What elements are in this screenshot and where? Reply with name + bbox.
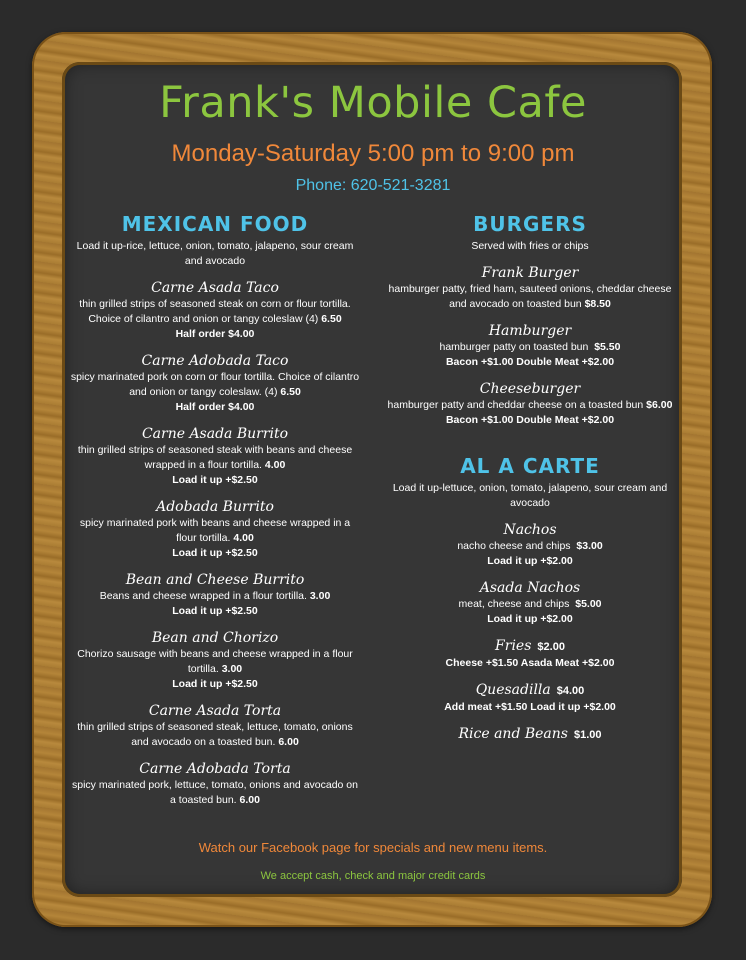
item-price: $1.00: [573, 729, 602, 741]
menu-item: [382, 521, 678, 569]
al-a-carte-section: [382, 454, 678, 744]
payment-note: We accept cash, check and major credit cards: [260, 870, 486, 882]
item-price: 6.50: [280, 386, 301, 398]
menu-item: [70, 629, 360, 692]
menu-item: [382, 637, 678, 671]
item-description: thin grilled strips of seasoned steak with beans and cheese wrapped in a flour tortilla. 4.00: [77, 444, 353, 471]
item-description: Chorizo sausage with beans and cheese wrapped in a flour tortilla. 3.00: [77, 648, 353, 675]
menu-item: [382, 579, 678, 627]
item-price: $2.00: [537, 641, 565, 653]
item-description: hamburger patty on toasted bun $5.50: [439, 341, 621, 353]
menu-item: [382, 322, 678, 370]
item-price: 6.50: [321, 313, 342, 325]
item-price: $6.00: [646, 399, 673, 411]
item-name: Frank Burger: [481, 265, 579, 281]
item-price: 6.00: [278, 736, 299, 748]
item-name: Carne Asada Burrito: [141, 426, 289, 442]
section-description: Load it up-rice, lettuce, onion, tomato, jalapeno, sour cream and avocado: [76, 240, 354, 267]
item-description: thin grilled strips of seasoned steak, lettuce, tomato, onions and avocado on a toasted bun. 6.00: [77, 721, 353, 748]
item-name: Rice and Beans $1.00: [458, 726, 602, 742]
phone-text: Phone: 620-521-3281: [295, 177, 451, 194]
item-price: 4.00: [233, 532, 254, 544]
menu-item: [70, 279, 360, 342]
item-price: $5.00: [575, 598, 602, 610]
item-extra: Cheese +$1.50 Asada Meat +$2.00: [445, 657, 615, 669]
item-extra: Load it up +$2.00: [487, 613, 573, 625]
menu-item: [382, 681, 678, 715]
item-price: $4.00: [556, 685, 585, 697]
item-extra: Half order $4.00: [175, 401, 255, 413]
item-name: Carne Asada Torta: [148, 703, 282, 719]
hours-text: Monday-Saturday 5:00 pm to 9:00 pm: [171, 140, 575, 167]
item-price: 3.00: [221, 663, 243, 675]
item-extra: Load it up +$2.50: [172, 547, 258, 559]
item-name: Carne Adobada Taco: [141, 353, 289, 369]
item-extra: Add meat +$1.50 Load it up +$2.00: [444, 701, 616, 713]
mexican-food-section: [70, 212, 360, 818]
section-title: BURGERS: [473, 212, 587, 236]
section-title: AL A CARTE: [460, 454, 600, 478]
item-price: $8.50: [584, 298, 611, 310]
burgers-section: [382, 212, 678, 428]
item-name: Bean and Cheese Burrito: [125, 572, 305, 588]
item-description: spicy marinated pork on corn or flour tortilla. Choice of cilantro and onion or tangy coleslaw. (4) 6.50: [70, 371, 360, 398]
facebook-note: Watch our Facebook page for specials and new menu items.: [198, 840, 548, 855]
item-extra: Load it up +$2.50: [172, 605, 258, 617]
item-description: spicy marinated pork with beans and cheese wrapped in a flour tortilla. 4.00: [79, 517, 351, 544]
item-extra: Load it up +$2.00: [487, 555, 573, 567]
item-name: Fries $2.00: [495, 638, 565, 654]
menu-item: [382, 264, 678, 312]
item-name: Quesadilla $4.00: [475, 682, 585, 698]
item-description: Beans and cheese wrapped in a flour tortilla. 3.00: [99, 590, 331, 602]
menu-item: [70, 702, 360, 750]
item-name: Hamburger: [488, 323, 572, 339]
item-description: spicy marinated pork, lettuce, tomato, onions and avocado on a toasted bun. 6.00: [71, 779, 358, 806]
page-title: Frank's Mobile Cafe: [159, 78, 587, 128]
item-extra: Half order $4.00: [175, 328, 255, 340]
item-name: Nachos: [503, 522, 557, 538]
menu-item: [70, 498, 360, 561]
item-price: 3.00: [309, 590, 331, 602]
menu-item: [382, 725, 678, 744]
menu-item: [382, 380, 678, 428]
item-price: $5.50: [594, 341, 621, 353]
menu-item: [70, 571, 360, 619]
menu-item: [70, 425, 360, 488]
item-description: nacho cheese and chips $3.00: [457, 540, 603, 552]
item-extra: Load it up +$2.50: [172, 678, 258, 690]
item-name: Carne Adobada Torta: [139, 761, 291, 777]
item-name: Carne Asada Taco: [151, 280, 279, 296]
item-name: Cheeseburger: [479, 381, 581, 397]
right-column: [382, 212, 678, 754]
item-price: $3.00: [576, 540, 603, 552]
item-description: hamburger patty and cheddar cheese on a toasted bun $6.00: [387, 399, 673, 411]
section-title: MEXICAN FOOD: [121, 212, 309, 236]
menu-item: [70, 760, 360, 808]
item-description: meat, cheese and chips $5.00: [458, 598, 602, 610]
item-name: Adobada Burrito: [156, 499, 274, 515]
item-price: 4.00: [264, 459, 286, 471]
item-description: thin grilled strips of seasoned steak on corn or flour tortilla. Choice of cilantro and onion or tangy coleslaw (4) 6.50: [79, 298, 351, 325]
item-description: hamburger patty, fried ham, sauteed onions, cheddar cheese and avocado on toasted bun $8.50: [388, 283, 672, 310]
item-price: 6.00: [239, 794, 260, 806]
item-extra: Bacon +$1.00 Double Meat +$2.00: [445, 356, 615, 368]
menu-item: [70, 352, 360, 415]
item-extra: Load it up +$2.50: [172, 474, 258, 486]
item-extra: Bacon +$1.00 Double Meat +$2.00: [445, 414, 615, 426]
section-description: Served with fries or chips: [471, 240, 589, 252]
section-description: Load it up-lettuce, onion, tomato, jalapeno, sour cream and avocado: [392, 482, 668, 509]
item-name: Bean and Chorizo: [151, 630, 279, 646]
item-name: Asada Nachos: [479, 580, 581, 596]
